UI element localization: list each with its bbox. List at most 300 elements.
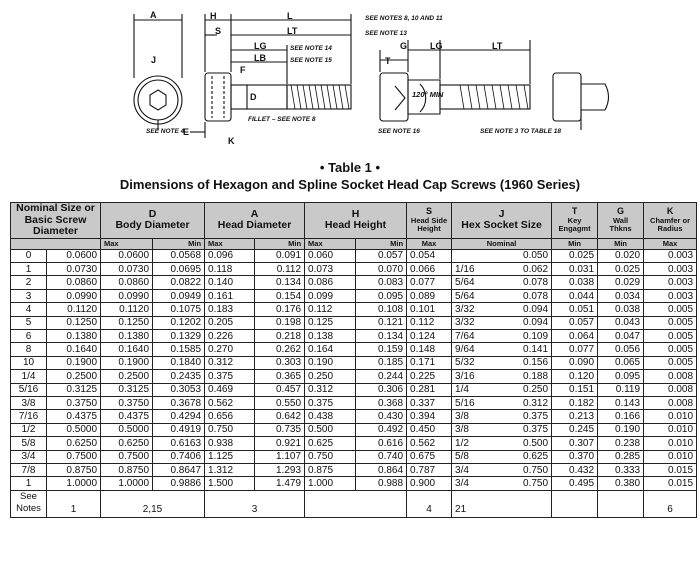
screw-drawing [0, 0, 700, 150]
cell-basic-diameter: 0.1900 [47, 356, 101, 369]
cell-k-max: 0.010 [644, 423, 697, 436]
cell-h-max: 0.099 [305, 289, 356, 302]
cell-size: 8 [11, 343, 47, 356]
cell-k-max: 0.008 [644, 370, 697, 383]
table-row [11, 303, 697, 316]
cell-j-fraction: 3/16 [452, 370, 498, 383]
cell-s-max: 0.089 [407, 289, 452, 302]
cell-d-min: 0.1585 [153, 343, 205, 356]
cell-j-fraction: 1/16 [452, 263, 498, 276]
cell-size: 4 [11, 303, 47, 316]
fillet-note: FILLET – SEE NOTE 8 [248, 116, 316, 123]
table-row [11, 423, 697, 436]
cell-g-min: 0.190 [598, 423, 644, 436]
cell-d-max: 0.0990 [101, 289, 153, 302]
table-row [11, 477, 697, 490]
cell-h-min: 0.616 [356, 437, 407, 450]
cell-h-min: 0.134 [356, 329, 407, 342]
cell-s-max: 0.101 [407, 303, 452, 316]
notes-k: 6 [644, 490, 697, 517]
cell-s-max: 0.281 [407, 383, 452, 396]
cell-g-min: 0.238 [598, 437, 644, 450]
subheader-a-min: Min [255, 238, 305, 249]
cell-t-min: 0.370 [552, 450, 598, 463]
shank-shape [231, 85, 287, 109]
cell-k-max: 0.015 [644, 477, 697, 490]
table-row [11, 383, 697, 396]
cell-d-min: 0.4919 [153, 423, 205, 436]
cell-h-max: 0.164 [305, 343, 356, 356]
cell-a-max: 0.750 [205, 423, 255, 436]
cell-h-max: 0.073 [305, 263, 356, 276]
dim-lb-label: LB [254, 53, 266, 63]
table-row [11, 276, 697, 289]
notes-label: See Notes [11, 490, 47, 517]
header-g-symbol: G [617, 206, 625, 217]
subheader-h-max: Max [305, 238, 356, 249]
header-j-symbol: J [498, 207, 505, 220]
subheader-k-max: Max [644, 238, 697, 249]
cell-h-min: 0.083 [356, 276, 407, 289]
cell-t-min: 0.057 [552, 316, 598, 329]
cell-a-min: 0.457 [255, 383, 305, 396]
dim-e-label: E [183, 127, 190, 137]
cell-j-fraction: 7/64 [452, 329, 498, 342]
cell-t-min: 0.090 [552, 356, 598, 369]
cell-k-max: 0.005 [644, 356, 697, 369]
cell-g-min: 0.166 [598, 410, 644, 423]
header-h-symbol: H [351, 207, 360, 220]
cell-a-max: 0.469 [205, 383, 255, 396]
cell-k-max: 0.005 [644, 316, 697, 329]
cell-size: 1 [11, 263, 47, 276]
cell-s-max: 0.112 [407, 316, 452, 329]
cell-a-max: 0.938 [205, 437, 255, 450]
cell-s-max: 0.124 [407, 329, 452, 342]
third-head-shape [553, 73, 581, 121]
header-head-side-height [407, 203, 452, 239]
cell-j-nominal: 0.156 [498, 356, 552, 369]
notes-d: 2,15 [101, 490, 205, 517]
cell-basic-diameter: 0.8750 [47, 463, 101, 476]
cell-h-min: 0.864 [356, 463, 407, 476]
table-body [11, 249, 697, 517]
cell-j-nominal: 0.188 [498, 370, 552, 383]
cell-g-min: 0.095 [598, 370, 644, 383]
dim-t-label: T [385, 56, 391, 66]
cell-basic-diameter: 0.4375 [47, 410, 101, 423]
cell-a-min: 0.154 [255, 289, 305, 302]
notes-h [305, 490, 407, 517]
cell-a-min: 0.921 [255, 437, 305, 450]
cell-h-max: 0.750 [305, 450, 356, 463]
cell-t-min: 0.064 [552, 329, 598, 342]
cell-j-fraction: 3/32 [452, 316, 498, 329]
notes-nominal: 1 [47, 490, 101, 517]
cell-size: 7/8 [11, 463, 47, 476]
subheader-d-max: Max [101, 238, 153, 249]
dimensions-table [10, 202, 697, 518]
header-j-name: Hex Socket Size [461, 219, 542, 232]
note-15: SEE NOTE 15 [290, 57, 332, 64]
notes-j: 21 [452, 490, 552, 517]
cell-g-min: 0.285 [598, 450, 644, 463]
cell-t-min: 0.182 [552, 396, 598, 409]
cell-j-nominal: 0.062 [498, 263, 552, 276]
header-head-height [305, 203, 407, 239]
subheader-h-min: Min [356, 238, 407, 249]
cell-a-max: 0.656 [205, 410, 255, 423]
cell-h-min: 0.159 [356, 343, 407, 356]
cell-basic-diameter: 0.2500 [47, 370, 101, 383]
dim-lg2-label: LG [430, 41, 443, 51]
cell-g-min: 0.119 [598, 383, 644, 396]
cell-basic-diameter: 0.0860 [47, 276, 101, 289]
subheader-g-min: Min [598, 238, 644, 249]
cell-d-max: 0.2500 [101, 370, 153, 383]
cell-j-nominal: 0.078 [498, 276, 552, 289]
subheader-t-min: Min [552, 238, 598, 249]
cell-t-min: 0.038 [552, 276, 598, 289]
notes-row [11, 490, 697, 517]
cell-h-max: 0.250 [305, 370, 356, 383]
table-row [11, 450, 697, 463]
table-row [11, 410, 697, 423]
cell-d-min: 0.7406 [153, 450, 205, 463]
cell-j-fraction: 3/4 [452, 477, 498, 490]
cell-j-fraction: 5/64 [452, 276, 498, 289]
cell-h-max: 0.375 [305, 396, 356, 409]
cell-d-max: 0.6250 [101, 437, 153, 450]
cell-h-min: 0.740 [356, 450, 407, 463]
header-head-diameter [205, 203, 305, 239]
table-row [11, 316, 697, 329]
table-row [11, 356, 697, 369]
table-row [11, 437, 697, 450]
cell-a-max: 0.312 [205, 356, 255, 369]
cap-head-shape [205, 73, 231, 121]
cell-s-max: 0.077 [407, 276, 452, 289]
cell-j-nominal: 0.750 [498, 463, 552, 476]
cell-d-max: 0.0860 [101, 276, 153, 289]
cell-k-max: 0.005 [644, 329, 697, 342]
cell-g-min: 0.143 [598, 396, 644, 409]
cell-g-min: 0.025 [598, 263, 644, 276]
cell-size: 1 [11, 477, 47, 490]
table-row [11, 370, 697, 383]
cell-h-min: 0.121 [356, 316, 407, 329]
cell-g-min: 0.020 [598, 249, 644, 262]
cell-d-max: 0.5000 [101, 423, 153, 436]
cell-j-nominal: 0.109 [498, 329, 552, 342]
header-g-name: Wall Thkns [609, 216, 632, 234]
cell-t-min: 0.432 [552, 463, 598, 476]
cell-j-nominal: 0.375 [498, 410, 552, 423]
cell-j-nominal: 0.094 [498, 316, 552, 329]
cell-a-min: 0.198 [255, 316, 305, 329]
cell-a-max: 0.270 [205, 343, 255, 356]
table-row [11, 463, 697, 476]
cell-s-max: 0.450 [407, 423, 452, 436]
cell-h-max: 0.112 [305, 303, 356, 316]
cell-s-max: 0.171 [407, 356, 452, 369]
cell-size: 2 [11, 276, 47, 289]
dim-j-label: J [151, 55, 157, 65]
header-wall-thickness [598, 203, 644, 239]
cell-g-min: 0.056 [598, 343, 644, 356]
cell-g-min: 0.034 [598, 289, 644, 302]
cell-d-min: 0.1075 [153, 303, 205, 316]
cell-j-nominal: 0.050 [498, 249, 552, 262]
header-nominal: Nominal Size or Basic Screw Diameter [11, 203, 101, 239]
dim-d-label: D [250, 92, 257, 102]
cell-a-min: 0.091 [255, 249, 305, 262]
cell-a-max: 0.205 [205, 316, 255, 329]
cell-a-min: 0.735 [255, 423, 305, 436]
cell-a-min: 1.293 [255, 463, 305, 476]
cell-h-max: 0.086 [305, 276, 356, 289]
cell-g-min: 0.043 [598, 316, 644, 329]
cell-d-max: 1.0000 [101, 477, 153, 490]
cell-size: 3/4 [11, 450, 47, 463]
cell-k-max: 0.003 [644, 289, 697, 302]
cell-a-max: 0.375 [205, 370, 255, 383]
note-8-10-11: SEE NOTES 8, 10 AND 11 [365, 15, 443, 22]
cell-d-max: 0.0600 [101, 249, 153, 262]
cell-t-min: 0.120 [552, 370, 598, 383]
cell-j-nominal: 0.078 [498, 289, 552, 302]
cell-basic-diameter: 0.1120 [47, 303, 101, 316]
table-label: • Table 1 • [319, 160, 381, 175]
cell-h-max: 0.190 [305, 356, 356, 369]
cell-j-fraction: 5/64 [452, 289, 498, 302]
cell-d-min: 0.3678 [153, 396, 205, 409]
cell-h-min: 0.306 [356, 383, 407, 396]
cell-d-max: 0.8750 [101, 463, 153, 476]
cell-j-fraction: 3/8 [452, 423, 498, 436]
cell-basic-diameter: 0.7500 [47, 450, 101, 463]
cell-h-min: 0.070 [356, 263, 407, 276]
notes-g [598, 490, 644, 517]
cell-d-min: 0.4294 [153, 410, 205, 423]
cell-t-min: 0.495 [552, 477, 598, 490]
cell-s-max: 0.394 [407, 410, 452, 423]
cell-s-max: 0.900 [407, 477, 452, 490]
cell-d-max: 0.1380 [101, 329, 153, 342]
cell-a-min: 0.176 [255, 303, 305, 316]
cell-a-max: 1.500 [205, 477, 255, 490]
header-a-symbol: A [250, 207, 259, 220]
cell-d-min: 0.6163 [153, 437, 205, 450]
cell-d-max: 0.1640 [101, 343, 153, 356]
cell-h-max: 0.625 [305, 437, 356, 450]
cell-h-min: 0.095 [356, 289, 407, 302]
header-t-name: Key Engagmt [558, 216, 591, 234]
cell-g-min: 0.065 [598, 356, 644, 369]
hex-socket-shape [150, 90, 166, 110]
notes-s: 4 [407, 490, 452, 517]
cell-h-min: 0.492 [356, 423, 407, 436]
table-row [11, 329, 697, 342]
cell-size: 1/2 [11, 423, 47, 436]
cell-d-min: 0.0822 [153, 276, 205, 289]
cell-d-max: 0.4375 [101, 410, 153, 423]
screw-drawing-svg [0, 0, 700, 150]
cell-h-min: 0.368 [356, 396, 407, 409]
cell-k-max: 0.003 [644, 276, 697, 289]
cell-size: 5/8 [11, 437, 47, 450]
cell-h-min: 0.108 [356, 303, 407, 316]
cell-size: 5 [11, 316, 47, 329]
dim-lt2-label: LT [492, 41, 503, 51]
header-s-symbol: S [426, 206, 433, 217]
subheader-d-min: Min [153, 238, 205, 249]
cell-g-min: 0.038 [598, 303, 644, 316]
cell-a-max: 1.312 [205, 463, 255, 476]
dim-k-label: K [228, 136, 235, 146]
cell-g-min: 0.380 [598, 477, 644, 490]
table-title: Dimensions of Hexagon and Spline Socket Head Cap Screws (1960 Series) [119, 177, 581, 192]
cell-basic-diameter: 0.1640 [47, 343, 101, 356]
cell-h-min: 0.988 [356, 477, 407, 490]
cell-a-min: 0.218 [255, 329, 305, 342]
cell-s-max: 0.066 [407, 263, 452, 276]
dim-h-label: H [210, 11, 217, 21]
cell-g-min: 0.047 [598, 329, 644, 342]
cell-s-max: 0.225 [407, 370, 452, 383]
cell-j-fraction: 5/32 [452, 356, 498, 369]
cell-k-max: 0.005 [644, 303, 697, 316]
cell-a-max: 1.125 [205, 450, 255, 463]
cell-d-min: 0.8647 [153, 463, 205, 476]
cell-basic-diameter: 0.0730 [47, 263, 101, 276]
cell-basic-diameter: 0.6250 [47, 437, 101, 450]
cell-h-max: 0.060 [305, 249, 356, 262]
dim-lt-label: LT [287, 26, 298, 36]
cell-d-max: 0.1900 [101, 356, 153, 369]
cell-t-min: 0.213 [552, 410, 598, 423]
dim-g-label: G [400, 41, 408, 51]
cell-a-min: 0.303 [255, 356, 305, 369]
cell-a-min: 1.107 [255, 450, 305, 463]
cell-g-min: 0.029 [598, 276, 644, 289]
table-row [11, 249, 697, 262]
header-t-symbol: T [571, 206, 578, 217]
cell-s-max: 0.562 [407, 437, 452, 450]
cell-k-max: 0.010 [644, 437, 697, 450]
cell-j-nominal: 0.141 [498, 343, 552, 356]
cell-h-max: 0.875 [305, 463, 356, 476]
cell-k-max: 0.005 [644, 343, 697, 356]
cell-a-max: 0.118 [205, 263, 255, 276]
cell-size: 5/16 [11, 383, 47, 396]
table-row [11, 343, 697, 356]
cell-h-max: 0.125 [305, 316, 356, 329]
note-13: SEE NOTE 13 [365, 30, 407, 37]
cell-h-max: 0.138 [305, 329, 356, 342]
cell-h-max: 0.438 [305, 410, 356, 423]
cell-s-max: 0.787 [407, 463, 452, 476]
header-h-name: Head Height [324, 219, 387, 232]
cell-size: 0 [11, 249, 47, 262]
cell-a-min: 0.642 [255, 410, 305, 423]
header-body-diameter [101, 203, 205, 239]
cell-size: 6 [11, 329, 47, 342]
cell-t-min: 0.025 [552, 249, 598, 262]
note-4: SEE NOTE 4 [146, 128, 185, 135]
cell-j-fraction: 3/8 [452, 410, 498, 423]
cell-j-nominal: 0.312 [498, 396, 552, 409]
cell-d-max: 0.3125 [101, 383, 153, 396]
header-k-name: Chamfer or Radius [650, 216, 691, 234]
cell-d-max: 0.0730 [101, 263, 153, 276]
cell-size: 10 [11, 356, 47, 369]
cell-t-min: 0.151 [552, 383, 598, 396]
table-row [11, 263, 697, 276]
cell-h-min: 0.430 [356, 410, 407, 423]
cell-d-max: 0.1250 [101, 316, 153, 329]
cell-a-min: 0.134 [255, 276, 305, 289]
cell-a-min: 0.550 [255, 396, 305, 409]
cell-t-min: 0.031 [552, 263, 598, 276]
header-k-symbol: K [666, 206, 674, 217]
cell-a-max: 0.161 [205, 289, 255, 302]
cell-d-max: 0.3750 [101, 396, 153, 409]
cell-basic-diameter: 1.0000 [47, 477, 101, 490]
header-s-name: Head Side Height [410, 216, 448, 234]
notes-a: 3 [205, 490, 305, 517]
cell-j-fraction: 1/4 [452, 383, 498, 396]
cell-j-nominal: 0.625 [498, 450, 552, 463]
cell-j-nominal: 0.375 [498, 423, 552, 436]
cell-s-max: 0.148 [407, 343, 452, 356]
cell-d-max: 0.1120 [101, 303, 153, 316]
cell-t-min: 0.044 [552, 289, 598, 302]
cell-k-max: 0.010 [644, 450, 697, 463]
cell-d-min: 0.1202 [153, 316, 205, 329]
cell-basic-diameter: 0.1250 [47, 316, 101, 329]
cell-s-max: 0.054 [407, 249, 452, 262]
header-hex-socket [452, 203, 552, 239]
cell-d-max: 0.7500 [101, 450, 153, 463]
cell-a-min: 0.365 [255, 370, 305, 383]
cell-d-min: 0.0695 [153, 263, 205, 276]
cell-a-min: 0.262 [255, 343, 305, 356]
table-row [11, 289, 697, 302]
cell-h-min: 0.185 [356, 356, 407, 369]
cell-j-fraction [452, 249, 498, 262]
end-view-circle [134, 76, 182, 124]
cell-a-min: 1.479 [255, 477, 305, 490]
cell-h-max: 0.312 [305, 383, 356, 396]
dim-s-label: S [215, 26, 222, 36]
cell-d-min: 0.0568 [153, 249, 205, 262]
note-3-table-18: SEE NOTE 3 TO TABLE 18 [480, 128, 562, 135]
cell-a-max: 0.183 [205, 303, 255, 316]
dim-l-label: L [287, 11, 293, 21]
table-row [11, 396, 697, 409]
cell-basic-diameter: 0.0990 [47, 289, 101, 302]
note-16: SEE NOTE 16 [378, 128, 420, 135]
note-14: SEE NOTE 14 [290, 45, 332, 52]
cell-k-max: 0.010 [644, 410, 697, 423]
header-chamfer [644, 203, 697, 239]
min-angle-note: 120° MIN [412, 90, 444, 99]
header-d-name: Body Diameter [115, 219, 190, 232]
cell-g-min: 0.333 [598, 463, 644, 476]
subheader-a-max: Max [205, 238, 255, 249]
cell-k-max: 0.003 [644, 263, 697, 276]
